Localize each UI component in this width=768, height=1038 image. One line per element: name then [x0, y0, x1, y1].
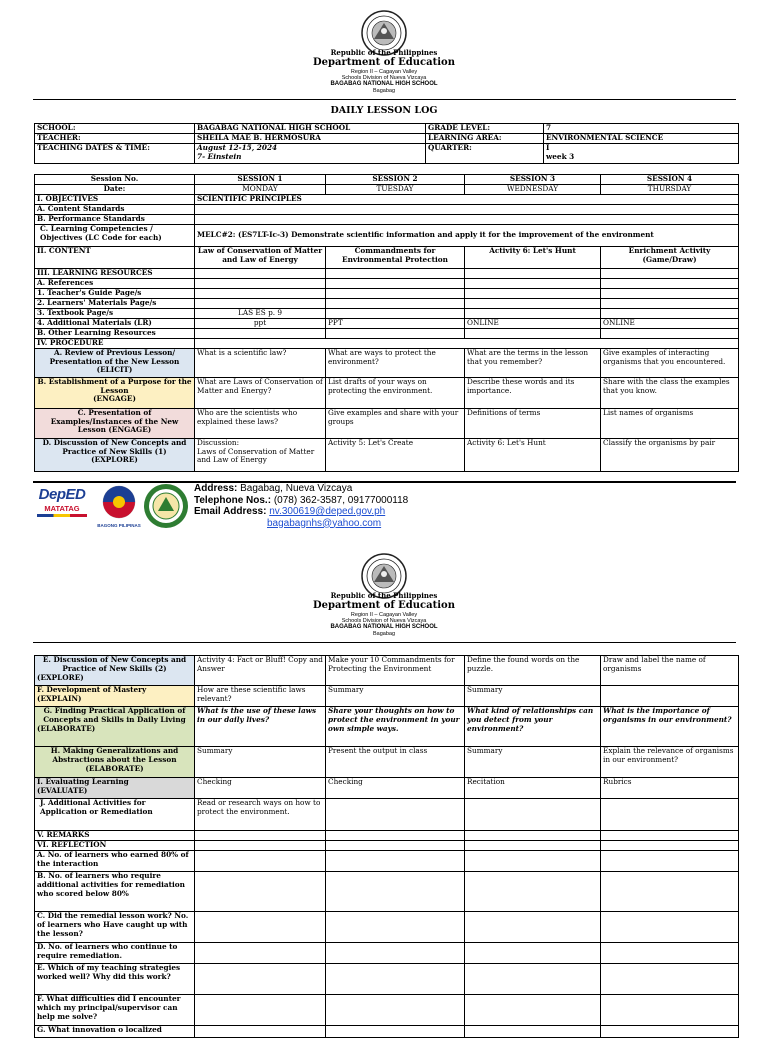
cell — [195, 995, 326, 1026]
letterhead-page2 — [0, 592, 768, 637]
evaluation-label-text: I. Evaluating Learning — [37, 777, 129, 786]
cell — [601, 831, 739, 841]
generalization-1: Summary — [195, 747, 326, 778]
cell — [601, 964, 739, 995]
content-standards-value — [195, 204, 739, 214]
cell — [601, 1026, 739, 1038]
cell — [601, 278, 739, 288]
generalization-label — [35, 747, 195, 778]
additional-materials-3: ONLINE — [465, 318, 601, 328]
telephone-label: Telephone Nos.: — [194, 494, 272, 506]
cell — [465, 298, 601, 308]
cell — [465, 851, 601, 872]
cell — [326, 831, 465, 841]
additional-materials-1: ppt — [195, 318, 326, 328]
division-text: Schools Division of Nueva Vizcaya — [341, 617, 427, 624]
discussion-1-label — [35, 438, 195, 471]
reflection-a: A. No. of learners who earned 80% of the interaction — [35, 851, 195, 872]
cell — [601, 298, 739, 308]
bagong-pilipinas-logo — [97, 484, 141, 524]
resources-heading: III. LEARNING RESOURCES — [35, 268, 195, 278]
teachers-guide-label: 1. Teacher's Guide Page/s — [35, 288, 195, 298]
melc-text: MELC#2: (ES7LT-Ic-3) Demonstrate scientific information and apply it for the improvement of the environment — [195, 224, 739, 246]
presentation-3: Definitions of terms — [465, 408, 601, 438]
telephone-value: (078) 362-3587, 09177000118 — [273, 494, 409, 506]
mastery-2: Summary — [326, 686, 465, 707]
quarter-value — [544, 144, 739, 164]
performance-standards-value — [195, 214, 739, 224]
purpose-label-text: B. Establishment of a Purpose for the Lesson — [37, 376, 192, 395]
area-value: ENVIRONMENTAL SCIENCE — [544, 134, 739, 144]
remarks-heading: V. REMARKS — [35, 831, 195, 841]
cell — [601, 288, 739, 298]
cell — [465, 328, 601, 338]
cell — [326, 799, 465, 831]
discussion2-2: Make your 10 Commandments for Protecting the Environment — [326, 656, 465, 686]
quarter-label: QUARTER: — [426, 144, 544, 164]
session-4-header: SESSION 4 — [601, 175, 739, 185]
evaluation-1: Checking — [195, 778, 326, 799]
bagong-pilipinas-text: BAGONG PILIPINAS — [97, 523, 141, 528]
session-1-header: SESSION 1 — [195, 175, 326, 185]
contact-info — [194, 483, 408, 529]
references-label: A. References — [35, 278, 195, 288]
cell — [326, 841, 465, 851]
reflection-e: E. Which of my teaching strategies worked well? Why did this work? — [35, 964, 195, 995]
other-resources-label: B. Other Learning Resources — [35, 328, 195, 338]
application-label — [35, 707, 195, 747]
section-text: 7- Einstein — [197, 151, 242, 161]
purpose-3: Describe these words and its importance. — [465, 377, 601, 408]
cell — [601, 851, 739, 872]
review-label-text: A. Review of Previous Lesson/ Presentation of the New Lesson — [49, 347, 180, 366]
procedure-heading: IV. PROCEDURE — [35, 338, 195, 348]
additional-activities-1: Read or research ways on how to protect the environment. — [195, 799, 326, 831]
cell — [195, 872, 326, 912]
review-2: What are ways to protect the environment? — [326, 348, 465, 377]
purpose-2: List drafts of your ways on protecting the environment. — [326, 377, 465, 408]
purpose-4: Share with the class the examples that you know. — [601, 377, 739, 408]
content-standards-label: A. Content Standards — [35, 204, 195, 214]
cell — [465, 964, 601, 995]
evaluation-4: Rubrics — [601, 778, 739, 799]
cell — [195, 278, 326, 288]
region-text: Region II – Cagayan Valley — [350, 68, 418, 75]
cell — [195, 328, 326, 338]
grade-label: GRADE LEVEL: — [426, 124, 544, 134]
competencies-label: C. Learning Competencies / Objectives (LC Code for each) — [35, 224, 195, 246]
generalization-4: Explain the relevance of organisms in our environment? — [601, 747, 739, 778]
additional-activities-label: J. Additional Activities for Application or Remediation — [35, 799, 195, 831]
cell — [326, 1026, 465, 1038]
dates-label: TEACHING DATES & TIME: — [35, 144, 195, 164]
cell — [465, 943, 601, 964]
cell — [465, 308, 601, 318]
mastery-4 — [601, 686, 739, 707]
content-3: Activity 6: Let's Hunt — [465, 246, 601, 268]
purpose-1: What are Laws of Conservation of Matter and Energy? — [195, 377, 326, 408]
cell — [601, 995, 739, 1026]
purpose-label — [35, 377, 195, 408]
cell — [326, 298, 465, 308]
discussion-1-cell — [195, 438, 326, 471]
discussion-4: Classify the organisms by pair — [601, 438, 739, 471]
cell — [326, 851, 465, 872]
discussion2-3: Define the found words on the puzzle. — [465, 656, 601, 686]
town-text: Bagabag — [372, 88, 396, 95]
session-no-label: Session No. — [35, 175, 195, 185]
application-3: What kind of relationships can you detect from your environment? — [465, 707, 601, 747]
grade-value: 7 — [544, 124, 739, 134]
cell — [326, 943, 465, 964]
info-table — [34, 123, 739, 164]
additional-materials-4: ONLINE — [601, 318, 739, 328]
cell — [326, 308, 465, 318]
school-label: SCHOOL: — [35, 124, 195, 134]
header-divider-page2 — [33, 642, 736, 643]
cell — [195, 298, 326, 308]
cell — [465, 995, 601, 1026]
discussion-2: Activity 5: Let's Create — [326, 438, 465, 471]
deped-logo-text: DepED — [38, 486, 86, 503]
cell — [601, 799, 739, 831]
generalization-2: Present the output in class — [326, 747, 465, 778]
department-text: Department of Education — [313, 600, 455, 612]
application-2: Share your thoughts on how to protect the environment in your own simple ways. — [326, 707, 465, 747]
email-link-2[interactable]: bagabagnhs@yahoo.com — [267, 517, 382, 529]
discussion-1-label-text: D. Discussion of New Concepts and Practice of New Skills (1) — [42, 437, 187, 456]
evaluation-3: Recitation — [465, 778, 601, 799]
cell — [326, 964, 465, 995]
content-heading: II. CONTENT — [35, 246, 195, 268]
address-label: Address: — [194, 483, 238, 494]
day-3: WEDNESDAY — [465, 185, 601, 195]
content-1: Law of Conservation of Matter and Law of Energy — [195, 246, 326, 268]
purpose-tag: (ENGAGE) — [93, 394, 136, 404]
review-4: Give examples of interacting organisms that you encountered. — [601, 348, 739, 377]
school-value: BAGABAG NATIONAL HIGH SCHOOL — [195, 124, 426, 134]
cell — [195, 841, 326, 851]
review-3: What are the terms in the lesson that you remember? — [465, 348, 601, 377]
dates-value — [195, 144, 426, 164]
cell — [195, 831, 326, 841]
session-3-header: SESSION 3 — [465, 175, 601, 185]
cell — [465, 799, 601, 831]
reflection-d: D. No. of learners who continue to require remediation. — [35, 943, 195, 964]
textbook-value-1: LAS ES p. 9 — [195, 308, 326, 318]
cell — [465, 872, 601, 912]
cell — [195, 338, 739, 348]
additional-materials-label: 4. Additional Materials (LR) — [35, 318, 195, 328]
presentation-4: List names of organisms — [601, 408, 739, 438]
cell — [465, 831, 601, 841]
cell — [326, 995, 465, 1026]
performance-standards-label: B. Performance Standards — [35, 214, 195, 224]
school-name-text: BAGABAG NATIONAL HIGH SCHOOL — [330, 81, 438, 88]
reflection-c: C. Did the remedial lesson work? No. of learners who Have caught up with the lesson? — [35, 912, 195, 943]
school-name-text: BAGABAG NATIONAL HIGH SCHOOL — [330, 624, 438, 631]
cell — [601, 841, 739, 851]
teacher-value: SHEILA MAE B. HERMOSURA — [195, 134, 426, 144]
reflection-f: F. What difficulties did I encounter which my principal/supervisor can help me solve? — [35, 995, 195, 1026]
town-text: Bagabag — [372, 631, 396, 638]
day-4: THURSDAY — [601, 185, 739, 195]
division-text: Schools Division of Nueva Vizcaya — [341, 74, 427, 81]
discussion-1a: Discussion: — [197, 437, 240, 447]
day-2: TUESDAY — [326, 185, 465, 195]
cell — [195, 268, 326, 278]
cell — [465, 841, 601, 851]
footer — [37, 481, 737, 537]
mastery-label-text: F. Development of Mastery — [37, 685, 147, 694]
republic-text: Republic of the Philippines — [330, 591, 438, 600]
cell — [601, 328, 739, 338]
cell — [465, 288, 601, 298]
email-label: Email Address: — [194, 506, 267, 517]
generalization-tag: (ELABORATE) — [85, 763, 144, 773]
application-label-text: G. Finding Practical Application of Concepts and Skills in Daily Living — [43, 706, 186, 724]
presentation-label: C. Presentation of Examples/Instances of the New Lesson (ENGAGE) — [35, 408, 195, 438]
review-1: What is a scientific law? — [195, 348, 326, 377]
reflection-g: G. What innovation o localized — [35, 1026, 195, 1038]
discussion-2-tag: (EXPLORE) — [37, 672, 84, 682]
application-4: What is the importance of organisms in our environment? — [601, 707, 739, 747]
discussion-2-label — [35, 656, 195, 686]
cell — [195, 943, 326, 964]
cell — [326, 912, 465, 943]
cell — [465, 1026, 601, 1038]
cell — [465, 268, 601, 278]
mastery-3: Summary — [465, 686, 601, 707]
cell — [601, 308, 739, 318]
reflection-b: B. No. of learners who require additional activities for remediation who scored below 80% — [35, 872, 195, 912]
department-text: Department of Education — [313, 57, 455, 69]
day-1: MONDAY — [195, 185, 326, 195]
discussion-3: Activity 6: Let's Hunt — [465, 438, 601, 471]
cell — [195, 288, 326, 298]
mastery-label — [35, 686, 195, 707]
cell — [326, 278, 465, 288]
school-seal-logo — [143, 483, 189, 529]
discussion2-4: Draw and label the name of organisms — [601, 656, 739, 686]
region-text: Region II – Cagayan Valley — [350, 611, 418, 618]
discussion-2-label-text: E. Discussion of New Concepts and Practice of New Skills (2) — [42, 655, 187, 673]
address-value: Bagabag, Nueva Vizcaya — [240, 483, 353, 494]
discussion-1-tag: (EXPLORE) — [91, 455, 138, 465]
presentation-1: Who are the scientists who explained these laws? — [195, 408, 326, 438]
cell — [195, 1026, 326, 1038]
email-link-1[interactable]: nv.300619@deped.gov.ph — [269, 506, 386, 517]
cell — [326, 268, 465, 278]
letterhead — [0, 49, 768, 94]
textbook-label: 3. Textbook Page/s — [35, 308, 195, 318]
page-title: DAILY LESSON LOG — [330, 105, 438, 116]
evaluation-2: Checking — [326, 778, 465, 799]
application-1: What is the use of these laws in our daily lives? — [195, 707, 326, 747]
matatag-text: MATATAG — [44, 504, 80, 513]
content-2: Commandments for Environmental Protection — [326, 246, 465, 268]
objectives-heading: I. OBJECTIVES — [35, 194, 195, 204]
cell — [465, 912, 601, 943]
teacher-label: TEACHER: — [35, 134, 195, 144]
generalization-label-text: H. Making Generalizations and Abstractions about the Lesson — [50, 746, 179, 764]
cell — [601, 943, 739, 964]
evaluation-tag: (EVALUATE) — [37, 785, 88, 795]
review-tag: (ELICIT) — [96, 365, 133, 375]
cell — [326, 872, 465, 912]
additional-materials-2: PPT — [326, 318, 465, 328]
cell — [195, 964, 326, 995]
application-tag: (ELABORATE) — [37, 723, 96, 733]
scientific-principles-text: SCIENTIFIC PRINCIPLES — [195, 194, 739, 204]
header-divider — [33, 99, 736, 100]
review-label — [35, 348, 195, 377]
dates-text: August 12-15, 2024 — [197, 143, 278, 152]
learners-materials-label: 2. Learners' Materials Page/s — [35, 298, 195, 308]
cell — [195, 912, 326, 943]
area-label: LEARNING AREA: — [426, 134, 544, 144]
week-text: week 3 — [546, 151, 575, 161]
lesson-table-2 — [34, 655, 739, 1038]
republic-text: Republic of the Philippines — [330, 48, 438, 57]
reflection-heading: VI. REFLECTION — [35, 841, 195, 851]
generalization-3: Summary — [465, 747, 601, 778]
discussion-1b: Laws of Conservation of Matter and Law of Energy — [197, 446, 315, 465]
deped-logo — [37, 486, 87, 517]
cell — [601, 268, 739, 278]
cell — [326, 328, 465, 338]
cell — [601, 872, 739, 912]
cell — [195, 851, 326, 872]
date-label: Date: — [35, 185, 195, 195]
mastery-1: How are these scientific laws relevant? — [195, 686, 326, 707]
discussion2-1: Activity 4: Fact or Bluff! Copy and Answer — [195, 656, 326, 686]
quarter-text: I — [546, 143, 550, 152]
cell — [326, 288, 465, 298]
matatag-stripe — [37, 514, 87, 517]
cell — [601, 912, 739, 943]
cell — [465, 278, 601, 288]
evaluation-label — [35, 778, 195, 799]
mastery-tag: (EXPLAIN) — [37, 693, 82, 703]
lesson-table-1 — [34, 174, 739, 472]
session-2-header: SESSION 2 — [326, 175, 465, 185]
content-4: Enrichment Activity (Game/Draw) — [601, 246, 739, 268]
presentation-2: Give examples and share with your groups — [326, 408, 465, 438]
